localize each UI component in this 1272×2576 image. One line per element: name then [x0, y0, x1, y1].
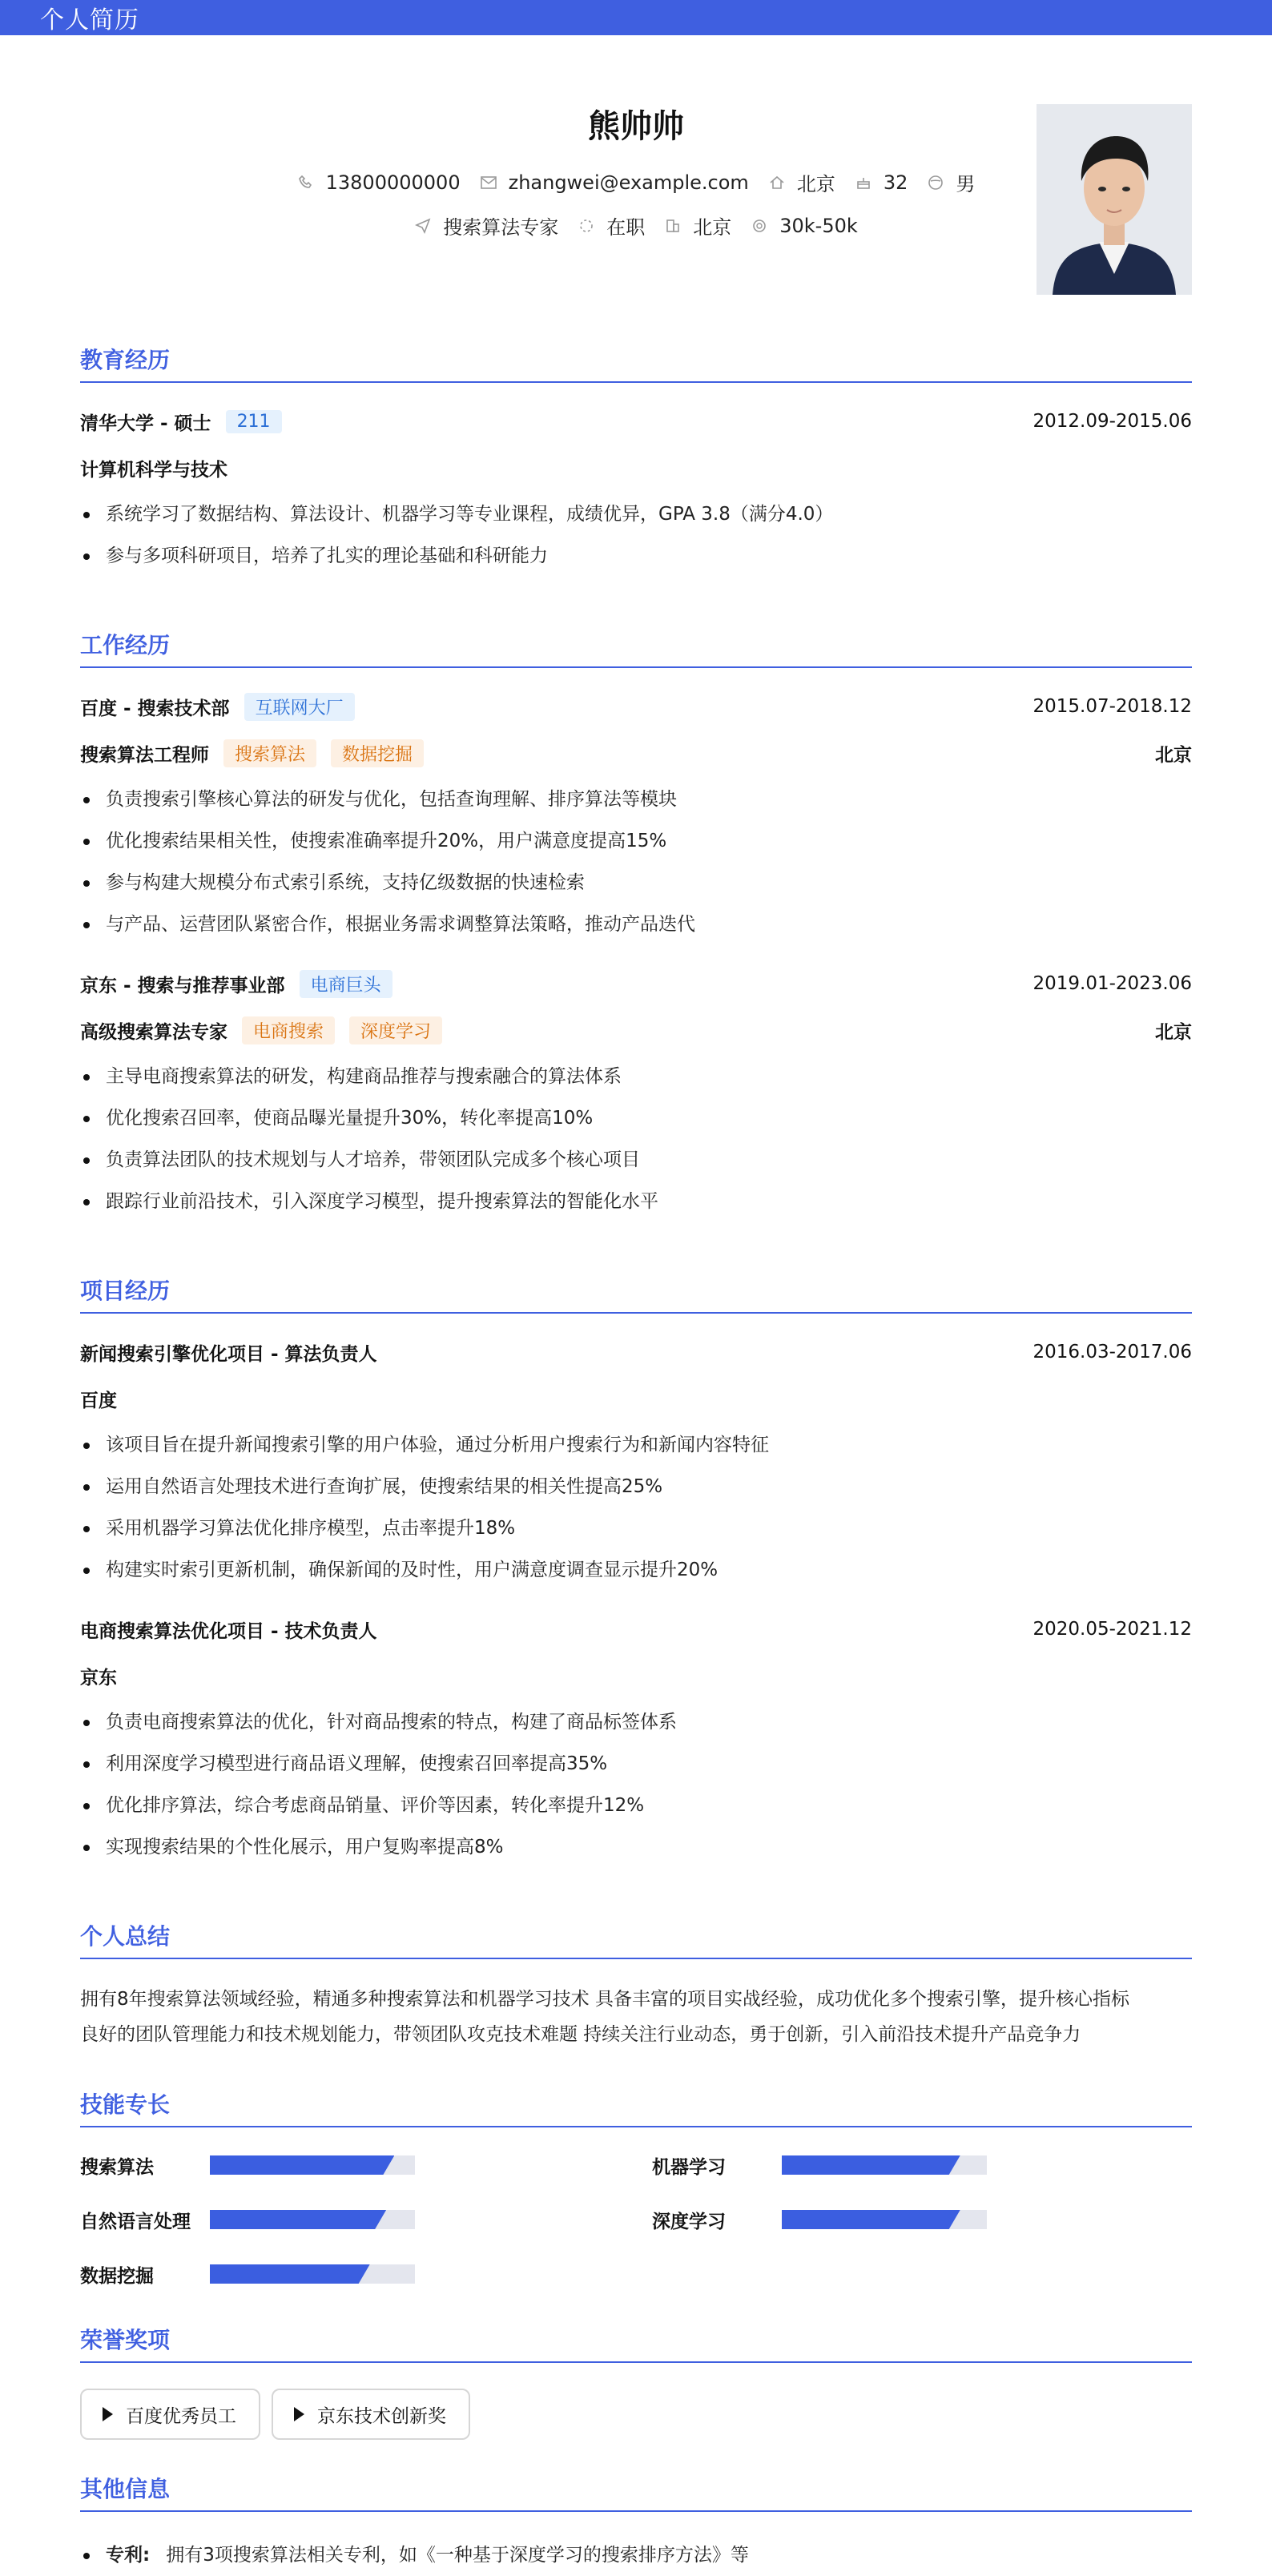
- top-title-bar: [0, 0, 1272, 35]
- skill-label: 深度学习: [652, 2211, 726, 2232]
- email-text: zhangwei@example.com: [508, 171, 749, 194]
- role-name: 高级搜索算法专家: [80, 1021, 227, 1043]
- list-item: 利用深度学习模型进行商品语义理解，使搜索召回率提高35%: [80, 1743, 1192, 1785]
- location-item: [768, 168, 835, 196]
- skill-bar-fill: [782, 2210, 960, 2229]
- skill-label: 数据挖掘: [80, 2265, 154, 2287]
- skill-item: [80, 2151, 620, 2179]
- work-date: 2019.01-2023.06: [1032, 973, 1192, 994]
- award-chip: [80, 2389, 260, 2440]
- work-bullets: [80, 1056, 1192, 1222]
- phone-item: [297, 171, 461, 194]
- list-item: [80, 2534, 1192, 2576]
- company-tag: 电商巨头: [300, 970, 392, 998]
- list-item: 参与多项科研项目，培养了扎实的理论基础和科研能力: [80, 535, 1192, 577]
- education-date: 2012.09-2015.06: [1032, 411, 1192, 432]
- status-text: 在职: [606, 216, 646, 239]
- work-title: 工作经历: [80, 628, 1192, 668]
- user-icon: [927, 174, 944, 191]
- location-text: 北京: [796, 173, 835, 195]
- gender-item: [927, 168, 975, 196]
- skill-item: [652, 2151, 1192, 2179]
- list-item: 运用自然语言处理技术进行查询扩展，使搜索结果的相关性提高25%: [80, 1466, 1192, 1507]
- gender-text: 男: [956, 173, 976, 195]
- skill-bar: [782, 2155, 987, 2175]
- list-item: 负责搜索引擎核心算法的研发与优化，包括查询理解、排序算法等模块: [80, 779, 1192, 820]
- candidate-name: 熊帅帅: [588, 108, 684, 145]
- skill-label: 自然语言处理: [80, 2211, 191, 2232]
- work-role-row: [80, 1016, 1192, 1044]
- play-icon: [294, 2407, 304, 2421]
- skills-title: 技能专长: [80, 2087, 1192, 2127]
- skill-bar-fill: [210, 2155, 394, 2175]
- target-job-text: 搜索算法专家: [443, 216, 559, 239]
- building-icon: [664, 217, 682, 235]
- role-name: 搜索算法工程师: [80, 744, 209, 766]
- salary-text: 30k-50k: [779, 214, 858, 237]
- project-title: 电商搜索算法优化项目 - 技术负责人: [80, 1620, 377, 1642]
- summary-line: 拥有8年搜索算法领域经验，精通多种搜索算法和机器学习技术 具备丰富的项目实战经验，成功优化多个搜索引擎，提升核心指标: [80, 1989, 1129, 2010]
- education-section: [80, 343, 1192, 577]
- contact-row: [80, 168, 1192, 196]
- awards-section: [80, 2323, 1192, 2440]
- project-date: 2016.03-2017.06: [1032, 1342, 1192, 1362]
- work-city: 北京: [1155, 1021, 1192, 1043]
- work-bullets: [80, 779, 1192, 945]
- list-item: 负责电商搜索算法的优化，针对商品搜索的特点，构建了商品标签体系: [80, 1701, 1192, 1743]
- other-label: 专利:: [106, 2545, 151, 2566]
- age-text: 32: [883, 171, 908, 194]
- top-title: 个人简历: [40, 6, 139, 34]
- project-date: 2020.05-2021.12: [1032, 1619, 1192, 1640]
- project-title: 新闻搜索引擎优化项目 - 算法负责人: [80, 1343, 377, 1365]
- mail-icon: [480, 174, 497, 191]
- resume-page: [0, 35, 1272, 2576]
- list-item: 优化搜索结果相关性，使搜索准确率提升20%，用户满意度提高15%: [80, 820, 1192, 862]
- salary-item: [751, 215, 858, 237]
- email-item: [480, 171, 749, 194]
- skill-item: [80, 2260, 620, 2288]
- list-item: 跟踪行业前沿技术，引入深度学习模型，提升搜索算法的智能化水平: [80, 1181, 1192, 1222]
- skill-item: [80, 2206, 620, 2233]
- home-icon: [768, 174, 786, 191]
- projects-title: 项目经历: [80, 1274, 1192, 1314]
- profile-photo: [1037, 104, 1192, 295]
- role-tag: 搜索算法: [223, 739, 316, 767]
- role-tag: 数据挖掘: [331, 739, 424, 767]
- list-item: 该项目旨在提升新闻搜索引擎的用户体验，通过分析用户搜索行为和新闻内容特征: [80, 1424, 1192, 1466]
- loading-icon: [578, 217, 595, 235]
- education-bullets: [80, 493, 1192, 577]
- list-item: 主导电商搜索算法的研发，构建商品推荐与搜索融合的算法体系: [80, 1056, 1192, 1097]
- target-city-item: [664, 211, 731, 239]
- role-tag: 电商搜索: [242, 1016, 335, 1044]
- phone-text: 13800000000: [325, 171, 461, 194]
- awards-list: [80, 2389, 1192, 2440]
- coin-icon: [751, 217, 768, 235]
- awards-title: 荣誉奖项: [80, 2323, 1192, 2363]
- list-item: 优化排序算法，综合考虑商品销量、评价等因素，转化率提升12%: [80, 1785, 1192, 1826]
- job-intent-row: [80, 211, 1192, 239]
- target-city-text: 北京: [693, 216, 732, 239]
- skill-item: [652, 2206, 1192, 2233]
- other-text: 拥有3项搜索算法相关专利，如《一种基于深度学习的搜索排序方法》等: [166, 2545, 749, 2566]
- skill-label: 机器学习: [652, 2156, 726, 2178]
- skills-section: [80, 2087, 1192, 2288]
- company-tag: 互联网大厂: [244, 693, 355, 721]
- list-item: 实现搜索结果的个性化展示，用户复购率提高8%: [80, 1826, 1192, 1868]
- award-label: 百度优秀员工: [126, 2405, 236, 2427]
- summary-section: [80, 1919, 1192, 2052]
- resume-header: [80, 35, 1192, 292]
- project-row: [80, 1615, 1192, 1644]
- work-role-row: [80, 739, 1192, 767]
- play-icon: [103, 2407, 113, 2421]
- education-major: 计算机科学与技术: [80, 459, 227, 481]
- skill-bar: [782, 2210, 987, 2229]
- award-chip: [272, 2389, 470, 2440]
- project-org: 百度: [80, 1390, 117, 1411]
- list-item: 构建实时索引更新机制，确保新闻的及时性，用户满意度调查显示提升20%: [80, 1549, 1192, 1591]
- skill-bar-fill: [210, 2264, 370, 2284]
- list-item: 优化搜索召回率，使商品曝光量提升30%，转化率提高10%: [80, 1097, 1192, 1139]
- work-section: [80, 628, 1192, 1222]
- work-date: 2015.07-2018.12: [1032, 696, 1192, 717]
- school-name: 清华大学 - 硕士: [80, 413, 211, 434]
- project-bullets: [80, 1701, 1192, 1868]
- target-job-item: [414, 211, 558, 239]
- work-company-row: [80, 692, 1192, 721]
- summary-title: 个人总结: [80, 1919, 1192, 1959]
- role-tag: 深度学习: [349, 1016, 442, 1044]
- summary-text: [80, 1982, 1192, 2052]
- list-item: 负责算法团队的技术规划与人才培养，带领团队完成多个核心项目: [80, 1139, 1192, 1181]
- school-tag: 211: [226, 410, 282, 433]
- other-list: [80, 2534, 1192, 2576]
- award-label: 京东技术创新奖: [317, 2405, 446, 2427]
- list-item: 系统学习了数据结构、算法设计、机器学习等专业课程，成绩优异，GPA 3.8（满分4.0）: [80, 493, 1192, 535]
- project-org: 京东: [80, 1667, 117, 1688]
- list-item: 与产品、运营团队紧密合作，根据业务需求调整算法策略，推动产品迭代: [80, 904, 1192, 945]
- list-item: 参与构建大规模分布式索引系统，支持亿级数据的快速检索: [80, 862, 1192, 904]
- send-icon: [414, 217, 432, 235]
- skill-bar: [210, 2210, 415, 2229]
- other-title: 其他信息: [80, 2472, 1192, 2512]
- other-section: [80, 2472, 1192, 2576]
- company-name: 京东 - 搜索与推荐事业部: [80, 975, 285, 996]
- summary-line: 良好的团队管理能力和技术规划能力，带领团队攻克技术难题 持续关注行业动态，勇于创新，引入前沿技术提升产品竞争力: [80, 2024, 1081, 2045]
- status-item: [578, 211, 645, 239]
- work-city: 北京: [1155, 744, 1192, 766]
- project-row: [80, 1338, 1192, 1366]
- list-item: 采用机器学习算法优化排序模型，点击率提升18%: [80, 1507, 1192, 1549]
- work-company-row: [80, 969, 1192, 998]
- education-title: 教育经历: [80, 343, 1192, 383]
- education-row: [80, 407, 1192, 436]
- skill-label: 搜索算法: [80, 2156, 154, 2178]
- cake-icon: [855, 174, 872, 191]
- age-item: [855, 171, 908, 194]
- skill-bar-fill: [782, 2155, 960, 2175]
- skill-bar: [210, 2264, 415, 2284]
- company-name: 百度 - 搜索技术部: [80, 698, 230, 719]
- project-bullets: [80, 1424, 1192, 1591]
- phone-icon: [297, 174, 315, 191]
- skills-grid: [80, 2151, 1192, 2288]
- skill-bar-fill: [210, 2210, 386, 2229]
- projects-section: [80, 1274, 1192, 1868]
- skill-bar: [210, 2155, 415, 2175]
